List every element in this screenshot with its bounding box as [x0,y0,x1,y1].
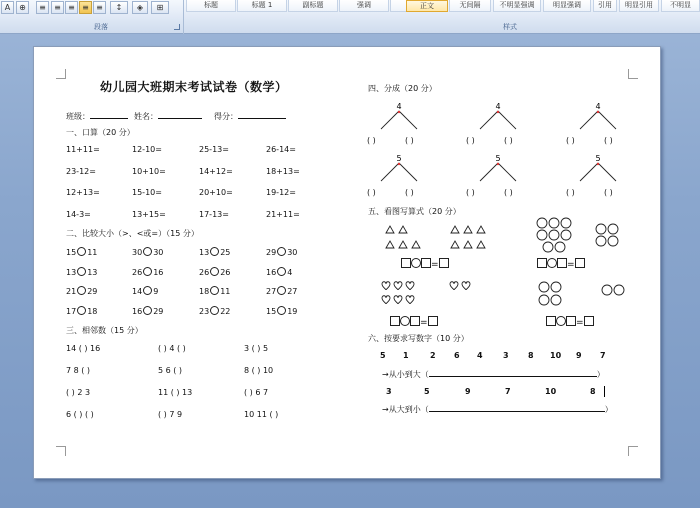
tree-node-mark [497,111,499,113]
decomposition-tree [566,101,630,149]
compare-item[interactable]: 26 26 [199,267,231,277]
tree-branch [480,111,498,129]
sort-number: 8 [590,387,596,396]
crop-mark [56,446,66,456]
style-tile[interactable]: 明显引用 [619,0,659,12]
line-spacing-icon[interactable]: ↕ [110,1,128,14]
tree-answer-left[interactable]: ( ) [466,136,475,145]
tree-total: 5 [396,154,402,163]
paragraph-dialog-launcher-icon[interactable] [174,24,180,30]
compare-item[interactable]: 17 18 [66,306,98,316]
compare-circle[interactable] [210,267,219,276]
section2-heading: 二、比较大小（>、<或=）（15 分） [66,229,199,238]
compare-item[interactable]: 15 19 [266,306,298,316]
tree-answer-left[interactable]: ( ) [566,188,575,197]
align-center-icon[interactable]: ≡ [51,1,64,14]
tree-branch [498,163,516,181]
tree-answer-right[interactable]: ( ) [604,188,613,197]
sort-number: 9 [576,351,582,360]
tree-branch [480,163,498,181]
sort-number: 5 [380,351,386,360]
neighbor-number-item[interactable]: 5 6 ( ) [158,366,183,375]
paragraph-group-label: 段落 [94,23,108,31]
crop-mark [56,69,66,79]
tree-answer-right[interactable]: ( ) [405,188,414,197]
sort-number: 10 [545,387,557,396]
tree-branch [399,163,417,181]
tree-answer-right[interactable]: ( ) [604,136,613,145]
compare-circle[interactable] [77,286,86,295]
font-a-icon[interactable]: A [1,1,14,14]
compare-item[interactable]: 23 22 [199,306,231,316]
section4-heading: 四、分成（20 分） [368,84,437,93]
sort-number: 3 [386,387,392,396]
neighbor-number-item[interactable]: 8 ( ) 10 [244,366,274,375]
mental-math-item[interactable]: 17-13= [199,209,229,219]
neighbor-number-item[interactable]: ( ) 7 9 [158,410,183,419]
compare-item[interactable]: 21 29 [66,287,98,296]
tree-total: 4 [396,102,402,111]
neighbor-number-item[interactable]: ( ) 4 ( ) [158,344,186,353]
hearts-picture [381,281,481,309]
tree-answer-left[interactable]: ( ) [466,188,475,197]
compare-circle[interactable] [143,267,152,276]
sort-number: 4 [477,351,483,360]
compare-item[interactable]: 27 27 [266,287,298,296]
equation-boxes-2[interactable]: = [537,258,585,270]
document-title: 幼儿园大班期末考试试卷（数学） [100,80,288,94]
compare-item[interactable]: 16 29 [132,306,164,316]
neighbor-number-item[interactable]: 11 ( ) 13 [158,388,193,397]
circles-picture-2 [536,281,628,309]
style-tile[interactable]: 副标题 [288,0,338,12]
style-tile[interactable]: 明显强调 [543,0,591,12]
align-right-icon[interactable]: ≡ [65,1,78,14]
neighbor-number-item[interactable]: 6 ( ) ( ) [66,410,94,419]
tree-node-mark [597,163,599,165]
tree-answer-left[interactable]: ( ) [367,188,376,197]
ribbon-divider [183,0,184,34]
name-label: 姓名： [134,112,158,121]
tree-branch [598,111,616,129]
mental-math-item[interactable]: 14-3= [66,209,91,219]
mental-math-item[interactable]: 26-14= [266,145,296,154]
borders-icon[interactable]: ⊞ [151,1,169,14]
justify-icon[interactable]: ≡ [79,1,92,14]
sort-number: 2 [430,351,436,360]
shading-icon[interactable]: ◈ [132,1,148,14]
mental-math-item[interactable]: 15-10= [132,188,162,197]
mental-math-item[interactable]: 20+10= [199,188,233,197]
sort-number: 6 [454,351,460,360]
score-label: 得分： [214,112,238,121]
ribbon [0,0,700,34]
mental-math-item[interactable]: 12-10= [132,145,162,154]
equation-boxes-4[interactable]: = [546,316,594,328]
styles-group-label: 样式 [503,23,517,31]
document-page[interactable] [33,46,661,479]
decomposition-tree [566,153,630,201]
compare-circle[interactable] [210,247,219,256]
tree-branch [598,163,616,181]
neighbor-number-item[interactable]: 14 ( ) 16 [66,344,101,353]
compare-item[interactable]: 16 4 [266,267,293,277]
neighbor-number-item[interactable]: 7 8 ( ) [66,366,91,375]
mental-math-item[interactable]: 21+11= [266,209,300,219]
name-field[interactable] [134,111,202,122]
compare-item[interactable]: 26 16 [132,267,164,277]
compare-item[interactable]: 30 30 [132,248,164,257]
section3-heading: 三、相邻数（15 分） [66,326,143,335]
tree-total: 5 [495,154,501,163]
style-tile[interactable]: 不明显 [661,0,700,12]
sort-number: 5 [424,387,430,396]
compare-circle[interactable] [210,286,219,295]
mental-math-item[interactable]: 12+13= [66,188,100,197]
style-tile[interactable]: 不明显强调 [493,0,541,12]
tree-branch [580,163,598,181]
style-tile[interactable]: 引用 [593,0,617,12]
mental-math-item[interactable]: 10+10= [132,166,166,176]
char-border-icon[interactable]: ⊕ [16,1,29,14]
tree-branch [580,111,598,129]
compare-item[interactable]: 15 11 [66,248,98,257]
mental-math-item[interactable]: 14+12= [199,166,233,176]
compare-item[interactable]: 13 25 [199,248,231,257]
tree-branch [381,163,399,181]
equation-boxes-3[interactable]: = [390,316,438,328]
decomposition-tree [367,101,431,149]
class-label: 班级： [66,112,90,121]
tree-total: 4 [595,102,601,111]
tree-branch [498,111,516,129]
compare-circle[interactable] [77,247,86,256]
distribute-icon[interactable]: ≡ [93,1,106,14]
style-tile[interactable]: 无间隔 [449,0,491,12]
style-tile-active[interactable]: 正文 [406,0,448,12]
sort-number: 7 [505,387,511,396]
class-field[interactable] [66,111,128,122]
tree-node-mark [398,111,400,113]
tree-total: 5 [595,154,601,163]
tree-node-mark [497,163,499,165]
sort-number: 9 [465,387,471,396]
neighbor-number-item[interactable]: ( ) 2 3 [66,388,91,397]
sort-number: 8 [528,351,534,360]
mental-math-item[interactable]: 19-12= [266,188,296,197]
circles-picture [534,217,626,255]
descending-instruction: →从大到小（ ） [382,405,613,414]
mental-math-item[interactable]: 11+11= [66,145,100,154]
section5-heading: 五、看图写算式（20 分） [368,207,461,216]
decomposition-tree [466,101,530,149]
crop-mark [628,446,638,456]
tree-answer-left[interactable]: ( ) [566,136,575,145]
style-tile[interactable]: 标题 1 [237,0,287,12]
triangles-picture [383,225,503,253]
mental-math-item[interactable]: 23-12= [66,166,96,176]
neighbor-number-item[interactable]: 10 11 ( ) [244,410,279,419]
crop-mark [628,69,638,79]
tree-answer-right[interactable]: ( ) [405,136,414,145]
tree-answer-right[interactable]: ( ) [504,188,513,197]
decomposition-tree [466,153,530,201]
sort-number: 1 [403,351,409,360]
compare-item[interactable]: 18 11 [199,287,231,296]
compare-item[interactable]: 13 13 [66,267,98,277]
compare-circle[interactable] [210,306,219,315]
compare-circle[interactable] [143,286,152,295]
neighbor-number-item[interactable]: ( ) 6 7 [244,388,269,397]
tree-total: 4 [495,102,501,111]
align-left-icon[interactable]: ≡ [36,1,49,14]
tree-branch [381,111,399,129]
compare-item[interactable]: 14 9 [132,287,159,296]
sort-number: 10 [550,351,562,360]
tree-node-mark [597,111,599,113]
neighbor-number-item[interactable]: 3 ( ) 5 [244,344,269,353]
tree-branch [399,111,417,129]
compare-circle[interactable] [143,247,152,256]
sort-number: 7 [600,351,606,360]
tree-node-mark [398,163,400,165]
tree-answer-left[interactable]: ( ) [367,136,376,145]
style-tile[interactable]: 标题 [186,0,236,12]
decomposition-tree [367,153,431,201]
equation-boxes-1[interactable]: = [401,258,449,270]
mental-math-item[interactable]: 25-13= [199,145,229,154]
compare-circle[interactable] [77,267,86,276]
compare-circle[interactable] [277,286,286,295]
ascending-instruction: →从小到大（ ） [382,370,605,379]
compare-circle[interactable] [77,306,86,315]
text-cursor [604,386,605,397]
score-field[interactable] [214,111,286,122]
mental-math-item[interactable]: 18+13= [266,166,300,176]
sort-number: 3 [503,351,509,360]
compare-circle[interactable] [277,247,286,256]
compare-item[interactable]: 29 30 [266,248,298,257]
compare-circle[interactable] [277,306,286,315]
compare-circle[interactable] [277,267,286,276]
tree-answer-right[interactable]: ( ) [504,136,513,145]
compare-circle[interactable] [143,306,152,315]
style-tile[interactable]: 强调 [339,0,389,12]
section6-heading: 六、按要求写数字（10 分） [368,334,469,343]
section1-heading: 一、口算（20 分） [66,128,135,137]
mental-math-item[interactable]: 13+15= [132,209,166,219]
